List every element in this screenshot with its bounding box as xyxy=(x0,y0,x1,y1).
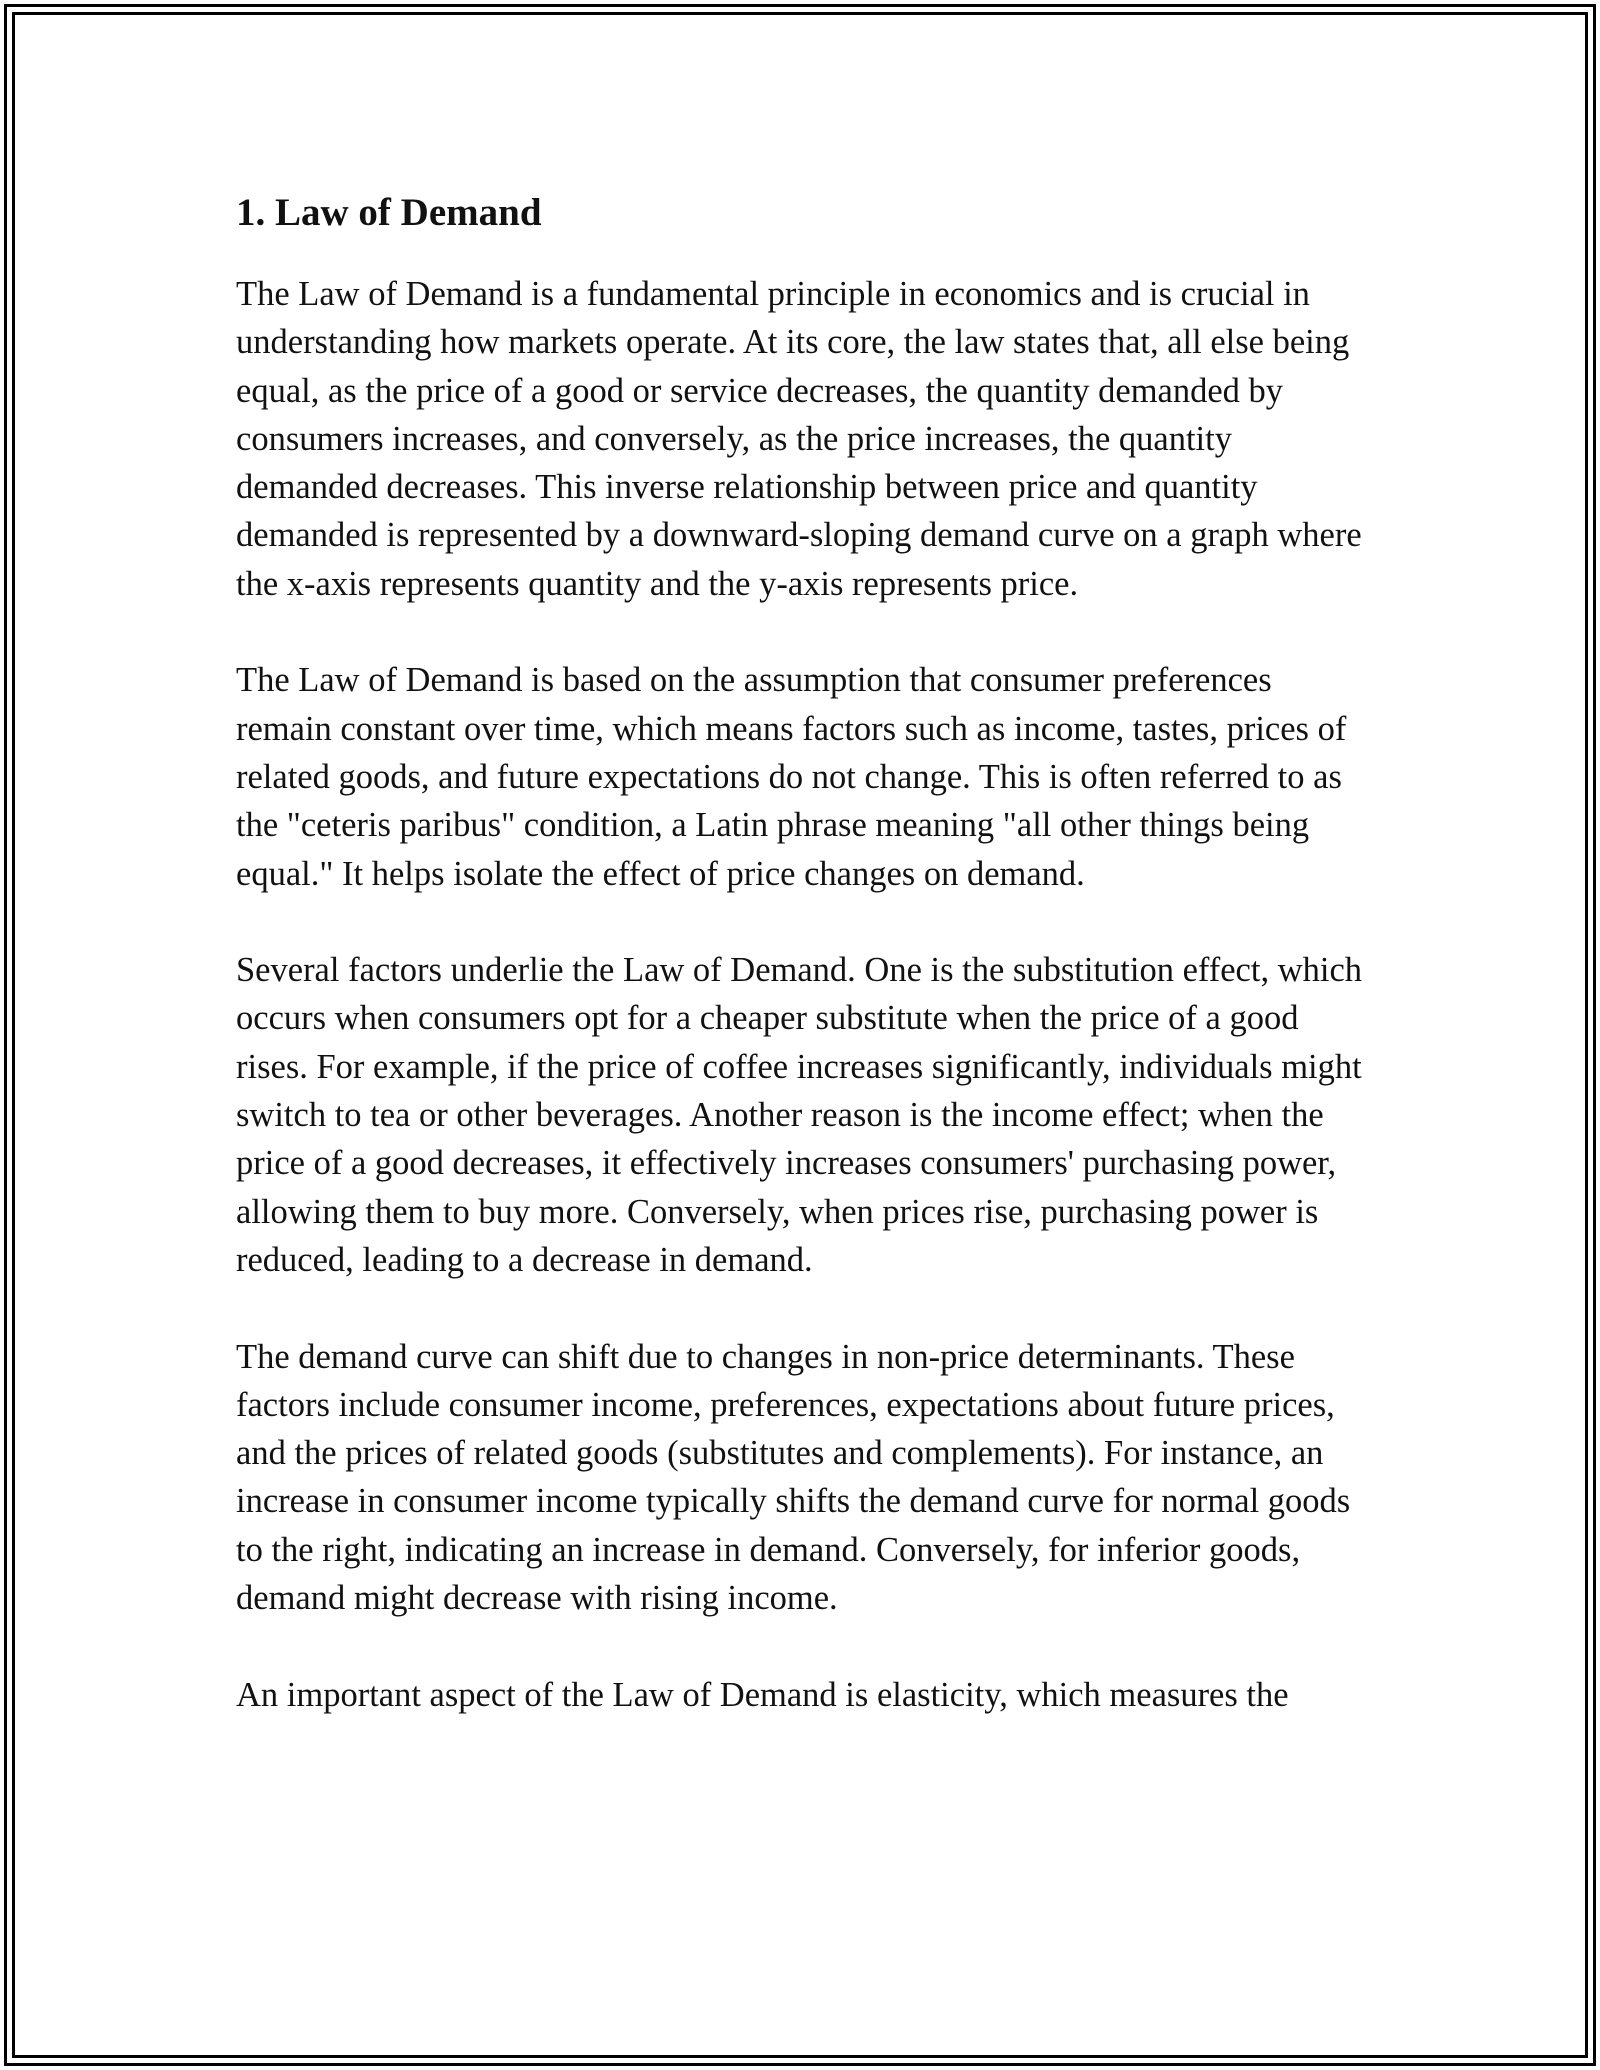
paragraph-ceteris-paribus: The Law of Demand is based on the assumption that consumer preferences remain constant over time, which means factors such as income, tastes, prices of related goods, and future expectations do not change. This is often referred to as the "ceteris paribus" condition, a Latin phrase meaning "all other things being equal." It helps isolate the effect of price changes on demand. xyxy=(236,661,1347,893)
section-title: 1. Law of Demand xyxy=(236,191,542,234)
paragraph-curve-shifts: The demand curve can shift due to changes in non-price determinants. These factors include consumer income, preferences, expectations about future prices, and the prices of related goods (substitutes and complements). For instance, an increase in consumer income typically shifts the demand curve for normal goods to the right, indicating an increase in demand. Conversely, for inferior goods, demand might decrease with rising income. xyxy=(236,1337,1351,1618)
document-body xyxy=(236,180,1376,1767)
paragraph-underlying-factors: Several factors underlie the Law of Demand. One is the substitution effect, which occurs when consumers opt for a cheaper substitute when the price of a good rises. For example, if the price of coffee increases significantly, individuals might switch to tea or other beverages. Another reason is the income effect; when the price of a good decreases, it effectively increases consumers' purchasing power, allowing them to buy more. Conversely, when prices rise, purchasing power is reduced, leading to a decrease in demand. xyxy=(236,951,1363,1279)
paragraph-elasticity: An important aspect of the Law of Demand is elasticity, which measures the xyxy=(236,1675,1289,1714)
paragraph-law-definition: The Law of Demand is a fundamental principle in economics and is crucial in understanding how markets operate. At its core, the law states that, all else being equal, as the price of a good or service decreases, the quantity demanded by consumers increases, and conversely, as the price increases, the quantity demanded decreases. This inverse relationship between price and quantity demanded is represented by a downward-sloping demand curve on a graph where the x-axis represents quantity and the y-axis represents price. xyxy=(236,275,1362,603)
